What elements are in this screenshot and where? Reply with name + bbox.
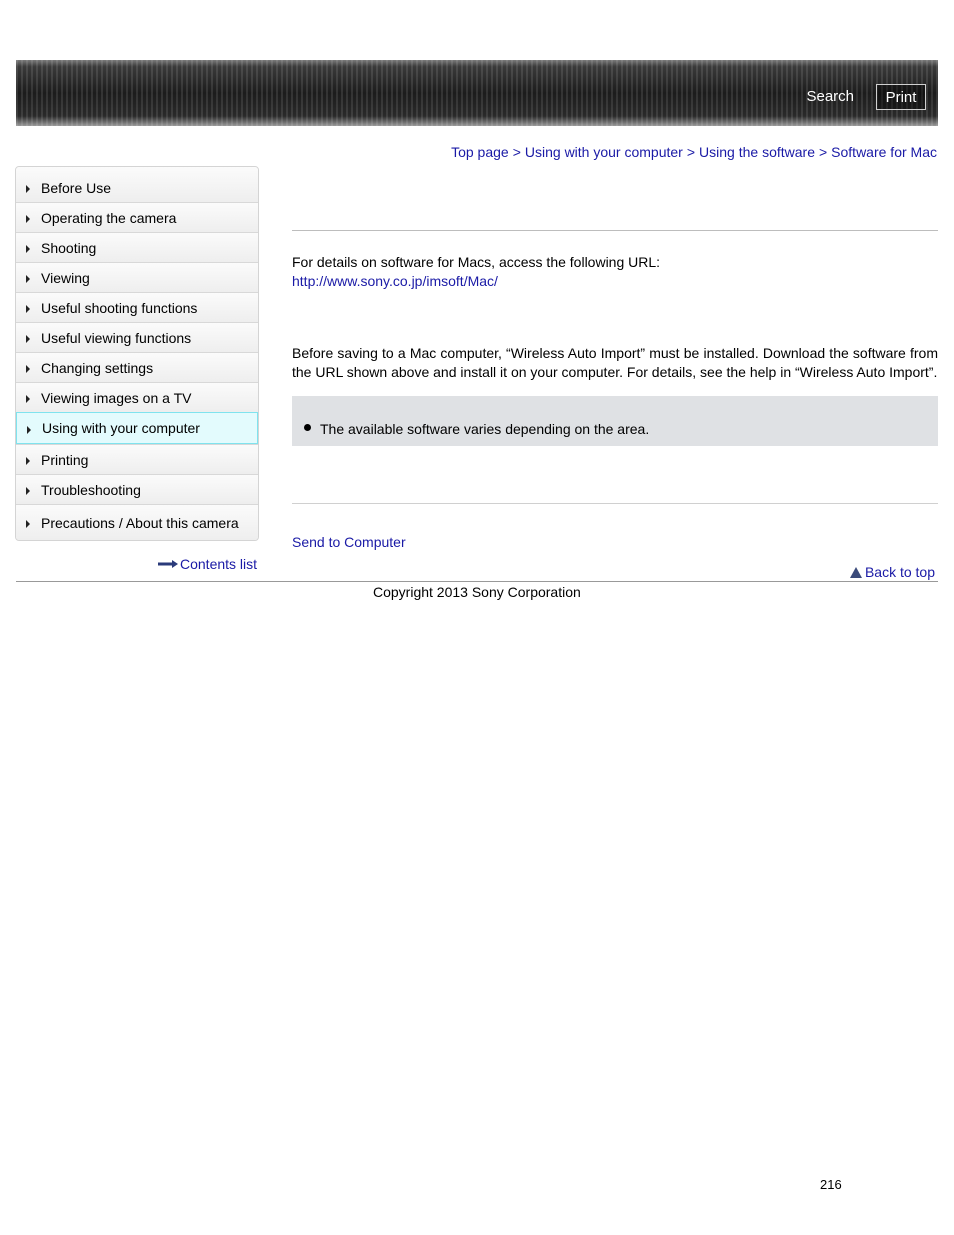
sidebar-item-label: Troubleshooting <box>41 481 141 498</box>
send-to-computer-link[interactable]: Send to Computer <box>292 534 406 550</box>
breadcrumb-software-for-mac[interactable]: Software for Mac <box>831 144 937 160</box>
intro-text: For details on software for Macs, access the following URL: <box>292 254 661 270</box>
sidebar-item-using-with-your-computer[interactable] <box>16 412 258 444</box>
contents-list-label: Contents list <box>180 556 258 572</box>
sidebar-item-useful-shooting-functions[interactable] <box>16 292 258 322</box>
page-number: 216 <box>820 1177 842 1192</box>
title-divider <box>292 230 938 231</box>
breadcrumb-using-the-software[interactable]: Using the software <box>699 144 815 160</box>
arrow-right-icon <box>26 245 30 253</box>
arrow-right-icon <box>26 335 30 343</box>
sidebar-item-useful-viewing-functions[interactable] <box>16 322 258 352</box>
breadcrumb-using-with-computer[interactable]: Using with your computer <box>524 144 683 160</box>
bullet-icon <box>304 424 311 431</box>
arrow-right-icon <box>158 560 178 568</box>
contents-list-link[interactable] <box>158 556 257 572</box>
sidebar-item-troubleshooting[interactable] <box>16 474 258 504</box>
sony-mac-software-url[interactable]: http://www.sony.co.jp/imsoft/Mac/ <box>292 273 498 289</box>
back-to-top-label: Back to top <box>864 564 935 580</box>
sidebar-item-label: Precautions / About this camera <box>41 514 239 531</box>
breadcrumb-top-page[interactable]: Top page <box>451 144 509 160</box>
sidebar-item-label: Changing settings <box>41 359 154 376</box>
breadcrumb <box>451 144 937 160</box>
arrow-right-icon <box>26 275 30 283</box>
sidebar-nav <box>15 166 259 541</box>
copyright: Copyright 2013 Sony Corporation <box>373 584 581 600</box>
wireless-auto-import-paragraph: Before saving to a Mac computer, “Wireless Auto Import” must be installed. Download the software from the URL shown above and install it on your computer. For details, see the help in “Wireless Auto Import”. <box>292 345 938 380</box>
sidebar-item-before-use[interactable] <box>16 167 258 202</box>
sidebar-item-label: Using with your computer <box>42 420 200 436</box>
arrow-right-icon <box>26 215 30 223</box>
sidebar-item-label: Before Use <box>41 179 112 196</box>
note-text: The available software varies depending on the area. <box>320 421 650 437</box>
sidebar-item-viewing-images-on-tv[interactable] <box>16 382 258 412</box>
breadcrumb-separator: > <box>512 144 521 160</box>
sidebar-item-label: Viewing <box>41 269 90 286</box>
breadcrumb-separator: > <box>686 144 696 160</box>
arrow-right-icon <box>26 185 30 193</box>
sidebar-item-changing-settings[interactable] <box>16 352 258 382</box>
arrow-right-icon <box>26 365 30 373</box>
sidebar-item-label: Shooting <box>41 239 97 256</box>
triangle-up-icon <box>850 567 862 578</box>
sidebar-item-precautions[interactable] <box>16 504 258 540</box>
arrow-right-icon <box>26 457 30 465</box>
sidebar-item-printing[interactable] <box>16 444 258 474</box>
sidebar-item-label: Operating the camera <box>41 209 177 226</box>
intro-paragraph <box>292 253 938 291</box>
sidebar-item-shooting[interactable] <box>16 232 258 262</box>
arrow-right-icon <box>26 305 30 313</box>
footer-divider <box>16 581 938 582</box>
header-bar <box>16 60 938 126</box>
related-divider <box>292 503 938 504</box>
sidebar-item-label: Useful viewing functions <box>41 329 192 346</box>
sidebar-item-label: Printing <box>41 451 89 468</box>
sidebar-item-operating-the-camera[interactable] <box>16 202 258 232</box>
breadcrumb-separator: > <box>818 144 828 160</box>
back-to-top-link[interactable] <box>850 564 935 580</box>
search-link[interactable]: Search <box>806 88 854 105</box>
arrow-right-icon <box>27 426 31 434</box>
arrow-right-icon <box>26 395 30 403</box>
arrow-right-icon <box>26 487 30 495</box>
sidebar-item-label: Useful shooting functions <box>41 299 198 316</box>
print-button[interactable]: Print <box>876 84 926 110</box>
note-box <box>292 396 938 446</box>
arrow-right-icon <box>26 520 30 528</box>
sidebar-item-viewing[interactable] <box>16 262 258 292</box>
sidebar-item-label: Viewing images on a TV <box>41 389 192 406</box>
